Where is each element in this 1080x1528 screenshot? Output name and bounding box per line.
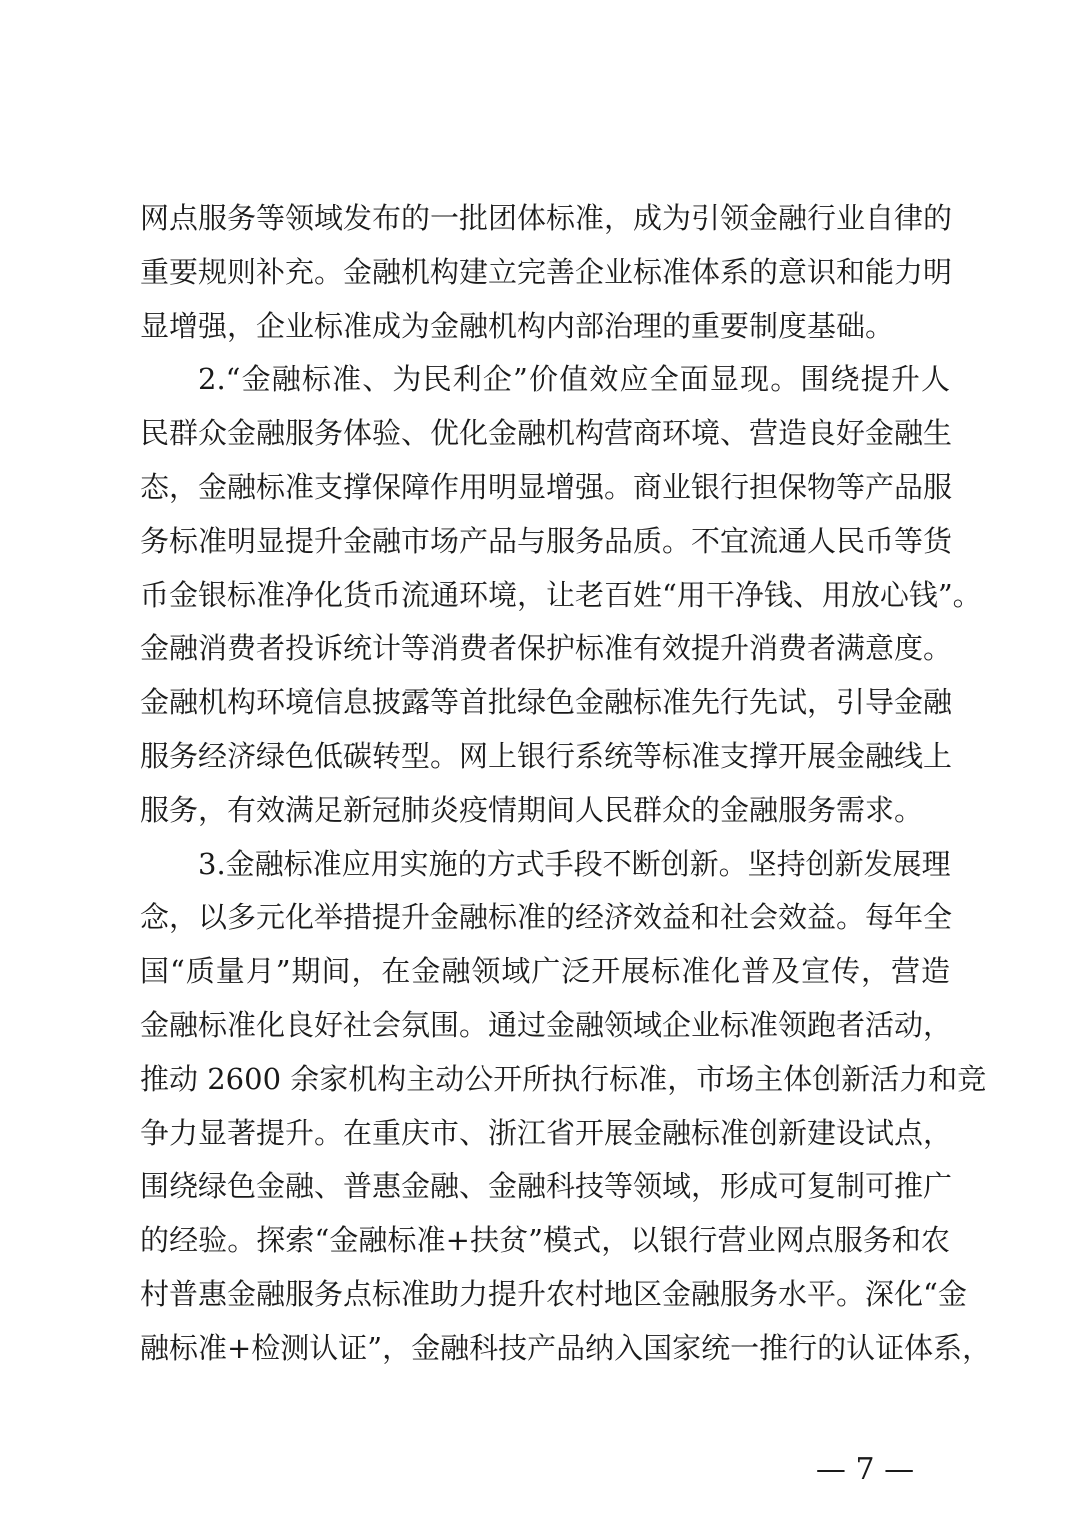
text-line: 围绕绿色金融、普惠金融、金融科技等领域，形成可复制可推广: [140, 1169, 953, 1204]
text-line: 念，以多元化举措提升金融标准的经济效益和社会效益。每年全: [140, 900, 953, 935]
text-line: 争力显著提升。在重庆市、浙江省开展金融标准创新建设试点，: [140, 1115, 953, 1150]
text-line: 态，金融标准支撑保障作用明显增强。商业银行担保物等产品服: [140, 469, 953, 504]
text-line: 务标准明显提升金融市场产品与服务品质。不宜流通人民币等货: [140, 523, 953, 558]
text-line: 推动 2600 余家机构主动公开所执行标准，市场主体创新活力和竞: [140, 1061, 987, 1096]
text-line: 服务，有效满足新冠肺炎疫情期间人民群众的金融服务需求。: [140, 792, 924, 827]
text-line: 金融机构环境信息披露等首批绿色金融标准先行先试，引导金融: [140, 685, 953, 720]
text-line: 服务经济绿色低碳转型。网上银行系统等标准支撑开展金融线上: [140, 738, 953, 773]
text-line: 民群众金融服务体验、优化金融机构营商环境、营造良好金融生: [140, 416, 953, 451]
text-line: 金融消费者投诉统计等消费者保护标准有效提升消费者满意度。: [140, 631, 953, 666]
paragraph-3-heading-line: 3.金融标准应用实施的方式手段不断创新。坚持创新发展理: [198, 846, 951, 881]
page-number: — 7 —: [815, 1452, 915, 1487]
text-line: 村普惠金融服务点标准助力提升农村地区金融服务水平。深化“金: [140, 1276, 967, 1311]
text-line: 币金银标准净化货币流通环境，让老百姓“用干净钱、用放心钱”。: [140, 577, 982, 612]
text-line: 融标准+检测认证”，金融科技产品纳入国家统一推行的认证体系，: [140, 1330, 992, 1365]
text-line: 重要规则补充。金融机构建立完善企业标准体系的意识和能力明: [140, 254, 953, 289]
text-line: 网点服务等领域发布的一批团体标准，成为引领金融行业自律的: [140, 201, 953, 235]
text-line: 显增强，企业标准成为金融机构内部治理的重要制度基础。: [140, 308, 895, 343]
text-line: 国“质量月”期间，在金融领域广泛开展标准化普及宣传，营造: [140, 954, 950, 989]
body-text: [140, 192, 992, 1376]
text-line: 的经验。探索“金融标准+扶贫”模式，以银行营业网点服务和农: [140, 1223, 950, 1258]
text-line: 金融标准化良好社会氛围。通过金融领域企业标准领跑者活动，: [140, 1007, 953, 1042]
paragraph-2-heading-line: 2.“金融标准、为民利企”价值效应全面显现。围绕提升人: [198, 362, 950, 397]
